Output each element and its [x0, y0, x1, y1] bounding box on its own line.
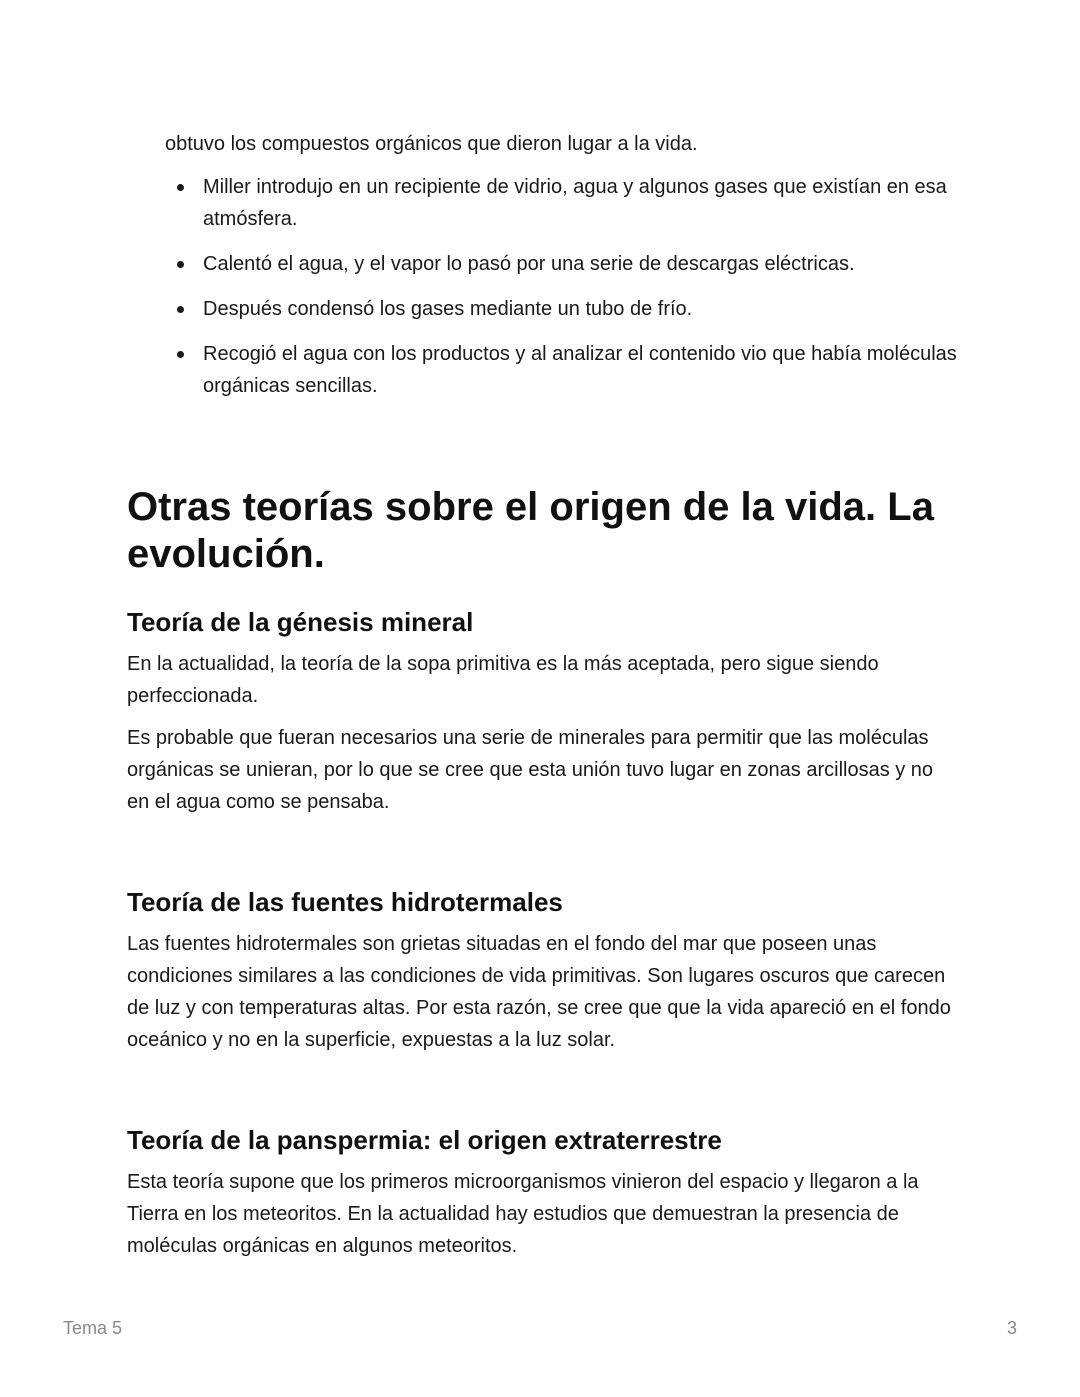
paragraph: Las fuentes hidrotermales son grietas situadas en el fondo del mar que poseen unas condiciones similares a las condiciones de vida primitivas. Son lugares oscuros que carecen de luz y con temperaturas altas. Por esta razón, se cree que que la vida apareció en el fondo oceánico y no en la superficie, expuestas a la luz solar. [127, 933, 951, 1051]
page-number: 3 [1006, 1318, 1017, 1338]
intro-line: obtuvo los compuestos orgánicos que dieron lugar a la vida. [165, 133, 698, 155]
list-item-text: Miller introdujo en un recipiente de vidrio, agua y algunos gases que existían en esa atmósfera. [203, 176, 947, 230]
list-item-text: Recogió el agua con los productos y al analizar el contenido vio que había moléculas orgánicas sencillas. [203, 343, 957, 397]
list-item [165, 248, 965, 280]
paragraph: Esta teoría supone que los primeros microorganismos vinieron del espacio y llegaron a la Tierra en los meteoritos. En la actualidad hay estudios que demuestran la presencia de moléculas orgánicas en algunos meteoritos. [127, 1171, 919, 1257]
experiment-steps-list [165, 171, 965, 415]
bullet-icon [177, 184, 184, 191]
bullet-icon [177, 306, 184, 313]
paragraph: Es probable que fueran necesarios una serie de minerales para permitir que las moléculas orgánicas se unieran, por lo que se cree que esta unión tuvo lugar en zonas arcillosas y no en el agua como se pensaba. [127, 727, 934, 813]
list-item-text: Después condensó los gases mediante un tubo de frío. [203, 298, 693, 320]
subsection-title-fuentes-hidrotermales: Teoría de las fuentes hidrotermales [127, 887, 563, 917]
list-item [165, 293, 965, 325]
paragraph: En la actualidad, la teoría de la sopa primitiva es la más aceptada, pero sigue siendo perfeccionada. [127, 653, 879, 707]
bullet-icon [177, 351, 184, 358]
subsection-title-panspermia: Teoría de la panspermia: el origen extraterrestre [127, 1125, 722, 1155]
list-item [165, 338, 965, 402]
section-title: Otras teorías sobre el origen de la vida. La evolución. [127, 485, 934, 576]
bullet-icon [177, 261, 184, 268]
list-item-text: Calentó el agua, y el vapor lo pasó por una serie de descargas eléctricas. [203, 253, 855, 275]
list-item [165, 171, 965, 235]
subsection-title-genesis-mineral: Teoría de la génesis mineral [127, 607, 474, 637]
footer-chapter-label: Tema 5 [63, 1318, 123, 1338]
